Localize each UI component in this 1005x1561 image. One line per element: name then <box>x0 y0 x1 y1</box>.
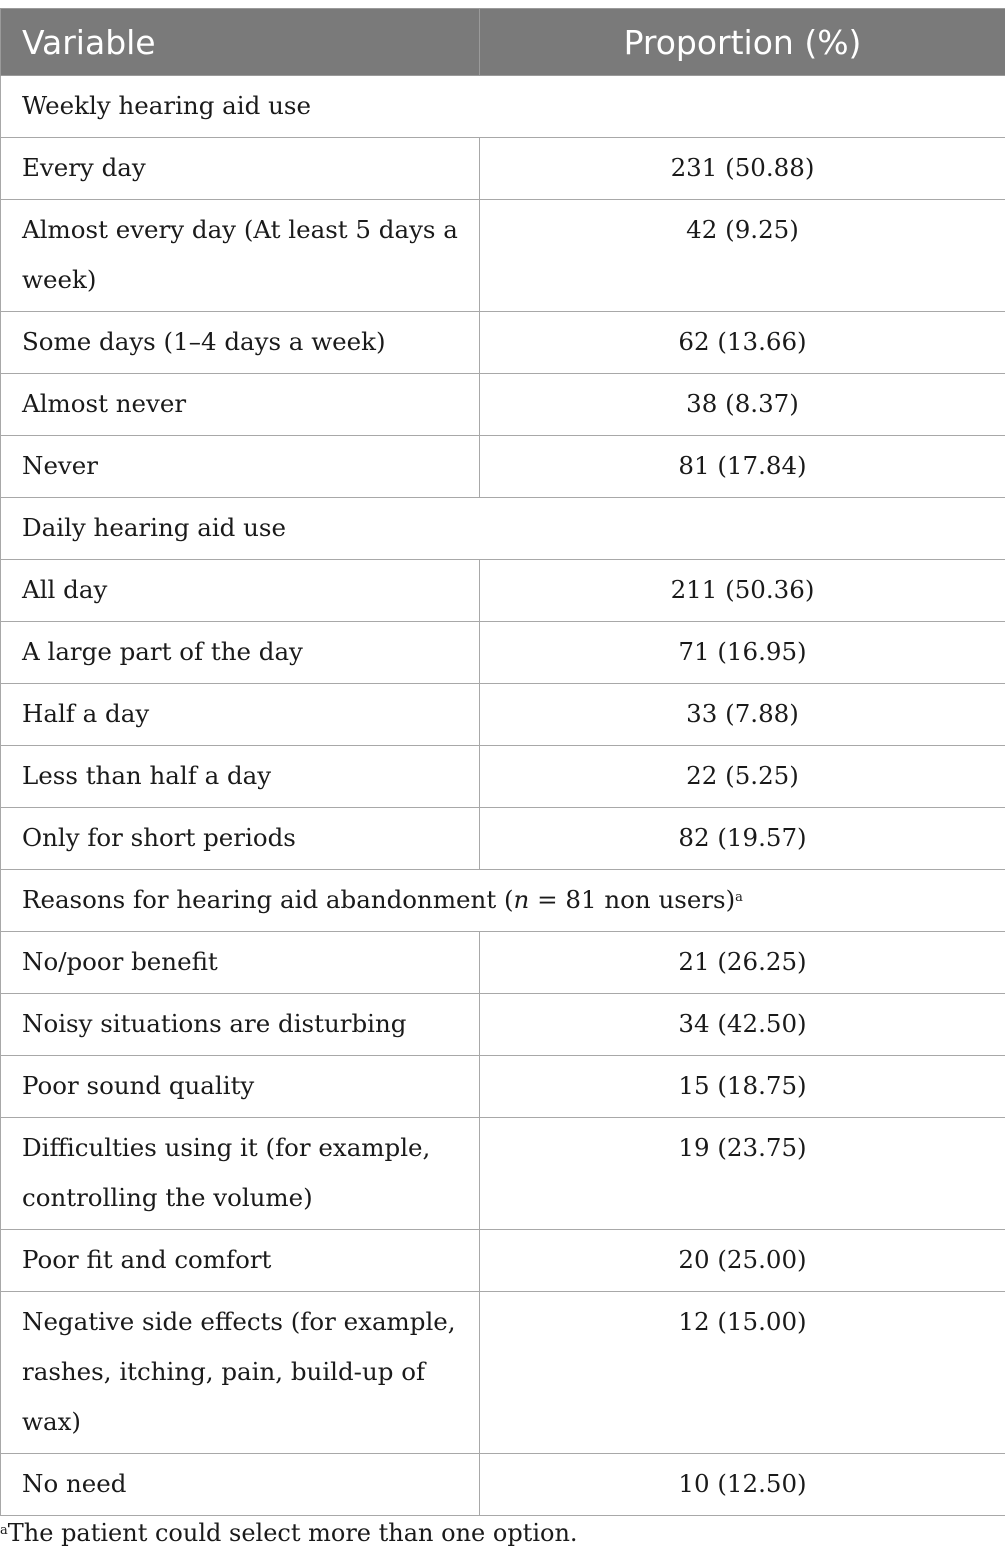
table-row <box>1 1056 1005 1118</box>
row-value: 82 (19.57) <box>480 808 1005 870</box>
section-title-suffix: = 81 non users) <box>529 885 736 914</box>
section-title: Weekly hearing aid use <box>1 76 1005 138</box>
row-label: Almost never <box>1 374 480 436</box>
row-label: A large part of the day <box>1 622 480 684</box>
table-row <box>1 994 1005 1056</box>
table-footnote <box>0 1515 578 1551</box>
row-label: Only for short periods <box>1 808 480 870</box>
table-row <box>1 1454 1005 1516</box>
section-title-n: n <box>513 885 530 914</box>
row-label: No need <box>1 1454 480 1516</box>
row-label: Negative side effects (for example, rashes, itching, pain, build-up of wax) <box>1 1292 480 1454</box>
table-row <box>1 808 1005 870</box>
table-row <box>1 1292 1005 1454</box>
row-value: 42 (9.25) <box>480 200 1005 312</box>
table-row <box>1 374 1005 436</box>
row-label: Noisy situations are disturbing <box>1 994 480 1056</box>
row-label: Poor fit and comfort <box>1 1230 480 1292</box>
row-value: 10 (12.50) <box>480 1454 1005 1516</box>
row-value: 19 (23.75) <box>480 1118 1005 1230</box>
row-value: 231 (50.88) <box>480 138 1005 200</box>
row-label: Less than half a day <box>1 746 480 808</box>
table-row <box>1 1118 1005 1230</box>
row-value: 12 (15.00) <box>480 1292 1005 1454</box>
row-value: 33 (7.88) <box>480 684 1005 746</box>
footnote-marker: a <box>735 890 743 905</box>
table-row <box>1 622 1005 684</box>
row-label: All day <box>1 560 480 622</box>
table-row <box>1 312 1005 374</box>
table-row <box>1 560 1005 622</box>
row-label: Every day <box>1 138 480 200</box>
header-variable: Variable <box>1 9 480 76</box>
footnote-marker: a <box>0 1523 8 1538</box>
row-value: 22 (5.25) <box>480 746 1005 808</box>
row-label: Half a day <box>1 684 480 746</box>
table-row <box>1 746 1005 808</box>
table-row <box>1 932 1005 994</box>
row-label: Never <box>1 436 480 498</box>
section-title: Daily hearing aid use <box>1 498 1005 560</box>
row-value: 211 (50.36) <box>480 560 1005 622</box>
footnote-text: The patient could select more than one option. <box>7 1519 578 1547</box>
row-label: Some days (1–4 days a week) <box>1 312 480 374</box>
row-label: No/poor benefit <box>1 932 480 994</box>
row-value: 71 (16.95) <box>480 622 1005 684</box>
table-row <box>1 138 1005 200</box>
section-row-abandonment <box>1 870 1005 932</box>
section-title <box>1 870 1005 932</box>
row-label: Poor sound quality <box>1 1056 480 1118</box>
table-row <box>1 1230 1005 1292</box>
section-row-weekly <box>1 76 1005 138</box>
row-value: 81 (17.84) <box>480 436 1005 498</box>
row-label: Difficulties using it (for example, controlling the volume) <box>1 1118 480 1230</box>
table-header-row <box>1 9 1005 76</box>
hearing-aid-use-table <box>0 8 1005 1516</box>
row-value: 21 (26.25) <box>480 932 1005 994</box>
section-title-prefix: Reasons for hearing aid abandonment ( <box>22 885 514 914</box>
row-value: 15 (18.75) <box>480 1056 1005 1118</box>
section-row-daily <box>1 498 1005 560</box>
row-value: 38 (8.37) <box>480 374 1005 436</box>
row-label: Almost every day (At least 5 days a week) <box>1 200 480 312</box>
table-row <box>1 200 1005 312</box>
row-value: 34 (42.50) <box>480 994 1005 1056</box>
table-row <box>1 684 1005 746</box>
table-row <box>1 436 1005 498</box>
row-value: 20 (25.00) <box>480 1230 1005 1292</box>
header-proportion: Proportion (%) <box>480 9 1005 76</box>
row-value: 62 (13.66) <box>480 312 1005 374</box>
